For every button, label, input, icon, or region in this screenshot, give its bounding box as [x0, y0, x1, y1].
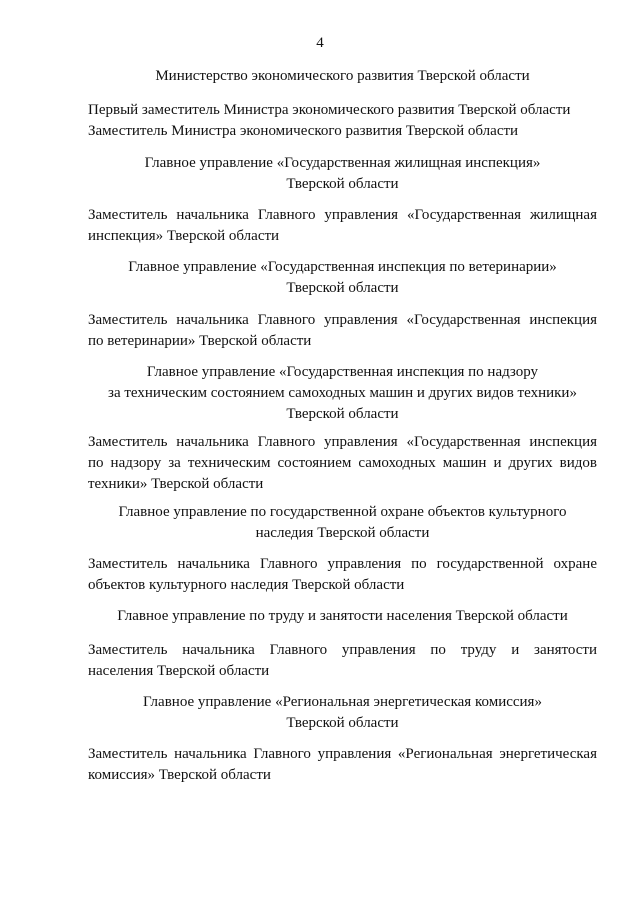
tech-position-line-1: Заместитель начальника Главного управления «Государственная инспекция [88, 434, 597, 450]
labor-position-line-1: Заместитель начальника Главного управления по труду и занятости [88, 642, 597, 658]
ministry-position-first-deputy: Первый заместитель Министра экономического развития Тверской области [88, 102, 571, 118]
ministry-header-text: Министерство экономического развития Тверской области [155, 68, 530, 84]
energy-position-line-1: Заместитель начальника Главного управления «Региональная энергетическая [88, 746, 597, 762]
tech-position-line-2: по надзору за техническим состоянием самоходных машин и других видов [88, 455, 597, 471]
housing-position-line-1: Заместитель начальника Главного управления «Государственная жилищная [88, 207, 597, 223]
labor-position-line-2: населения Тверской области [88, 663, 270, 679]
energy-position-line-2: комиссия» Тверской области [88, 767, 271, 783]
energy-header-line-1: Главное управление «Региональная энергетическая комиссия» [143, 694, 542, 710]
housing-inspection-position [88, 205, 597, 247]
heritage-header-line-2: наследия Тверской области [255, 525, 430, 541]
ministry-positions [88, 100, 597, 142]
energy-commission-position [88, 744, 597, 786]
housing-header-line-1: Главное управление «Государственная жилищная инспекция» [144, 155, 541, 171]
labor-position [88, 640, 597, 682]
housing-header-line-2: Тверской области [286, 176, 399, 192]
tech-header-line-2: за техническим состоянием самоходных машин и других видов техники» [108, 385, 577, 401]
tech-header-line-3: Тверской области [286, 406, 399, 422]
tech-position-line-3: техники» Тверской области [88, 476, 264, 492]
energy-commission-header [88, 692, 597, 734]
vet-inspection-position [88, 310, 597, 352]
ministry-position-deputy: Заместитель Министра экономического развития Тверской области [88, 123, 519, 139]
labor-header [88, 606, 597, 627]
vet-position-line-2: по ветеринарии» Тверской области [88, 333, 312, 349]
heritage-header [88, 502, 597, 544]
energy-header-line-2: Тверской области [286, 715, 399, 731]
ministry-header [88, 66, 597, 87]
vet-position-line-1: Заместитель начальника Главного управления «Государственная инспекция [88, 312, 597, 328]
heritage-position [88, 554, 597, 596]
heritage-position-line-2: объектов культурного наследия Тверской области [88, 577, 405, 593]
vet-header-line-2: Тверской области [286, 280, 399, 296]
housing-inspection-header [88, 153, 597, 195]
vet-header-line-1: Главное управление «Государственная инспекция по ветеринарии» [128, 259, 557, 275]
tech-inspection-header [88, 362, 597, 425]
labor-header-text: Главное управление по труду и занятости населения Тверской области [117, 608, 568, 624]
heritage-header-line-1: Главное управление по государственной охране объектов культурного [118, 504, 567, 520]
tech-header-line-1: Главное управление «Государственная инспекция по надзору [146, 364, 539, 380]
tech-inspection-position [88, 432, 597, 495]
page-number: 4 [316, 35, 324, 51]
heritage-position-line-1: Заместитель начальника Главного управления по государственной охране [88, 556, 597, 572]
vet-inspection-header [88, 257, 597, 299]
housing-position-line-2: инспекция» Тверской области [88, 228, 280, 244]
